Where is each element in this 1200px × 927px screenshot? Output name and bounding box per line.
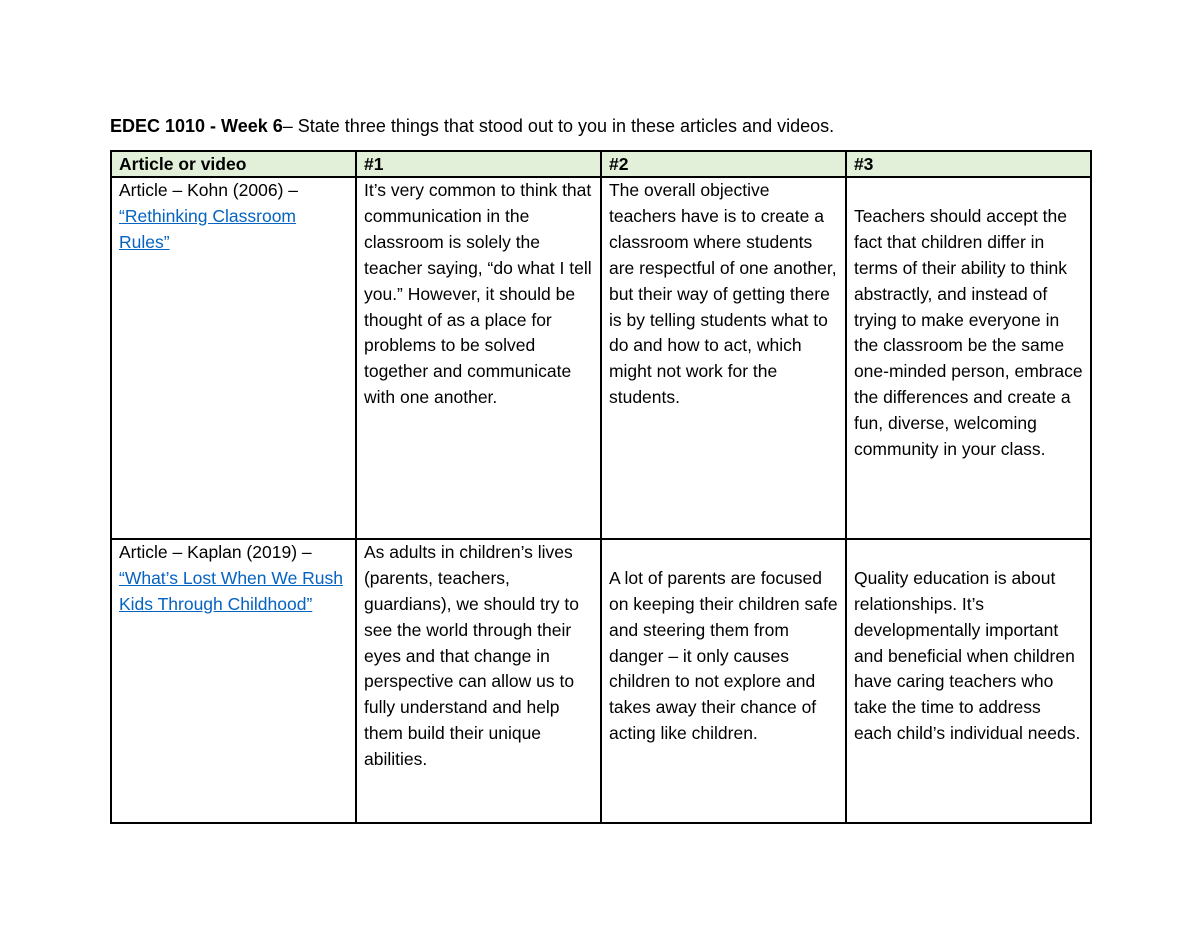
article-link-kaplan[interactable]: “What’s Lost When We Rush Kids Through Childhood” — [119, 567, 344, 614]
source-cell — [111, 177, 356, 539]
item-3-text: Teachers should accept the fact that children differ in terms of their ability to think abstractly, and instead of trying to make everyone in the classroom be the same one-minded person, embrace the differences and create a fun, diverse, welcoming community in your class. — [853, 205, 1083, 460]
item-1-cell — [356, 177, 601, 539]
header-item-1: #1 — [356, 151, 601, 177]
item-3-text: Quality education is about relationships. It’s developmentally important and beneficial when children have caring teachers who take the time to address each child’s individual needs. — [853, 567, 1081, 744]
item-2-text: The overall objective teachers have is to create a classroom where students are respectful of one another, but their way of getting there is by telling students what to do and how to act, which might not work for the students. — [608, 180, 837, 408]
table-header-row — [111, 151, 1091, 177]
item-1-text: As adults in children’s lives (parents, teachers, guardians), we should try to see the world through their eyes and that change in perspective can allow us to fully understand and help them build their unique abilities. — [363, 541, 579, 770]
item-3-cell — [846, 539, 1091, 823]
item-2-cell — [601, 177, 846, 539]
item-2-cell — [601, 539, 846, 823]
source-prefix: Article – Kohn (2006) – — [119, 180, 298, 200]
table-row — [111, 539, 1091, 823]
heading-title: EDEC 1010 - Week 6 — [110, 116, 283, 136]
reflection-table — [110, 150, 1092, 824]
source-cell — [111, 539, 356, 823]
document-heading — [110, 114, 834, 138]
article-link-kohn[interactable]: “Rethinking Classroom Rules” — [119, 205, 297, 252]
item-1-cell — [356, 539, 601, 823]
table-row — [111, 177, 1091, 539]
heading-instruction: – State three things that stood out to you in these articles and videos. — [282, 116, 835, 136]
source-prefix: Article – Kaplan (2019) – — [119, 541, 312, 562]
header-item-3: #3 — [846, 151, 1091, 177]
item-1-text: It’s very common to think that communication in the classroom is solely the teacher saying, “do what I tell you.” However, it should be thought of as a place for problems to be solved together and communicate with one another. — [363, 180, 592, 408]
header-article-or-video: Article or video — [111, 151, 356, 177]
header-item-2: #2 — [601, 151, 846, 177]
item-3-cell — [846, 177, 1091, 539]
item-2-text: A lot of parents are focused on keeping their children safe and steering them from danger – it only causes children to not explore and takes away their chance of acting like children. — [608, 567, 838, 744]
